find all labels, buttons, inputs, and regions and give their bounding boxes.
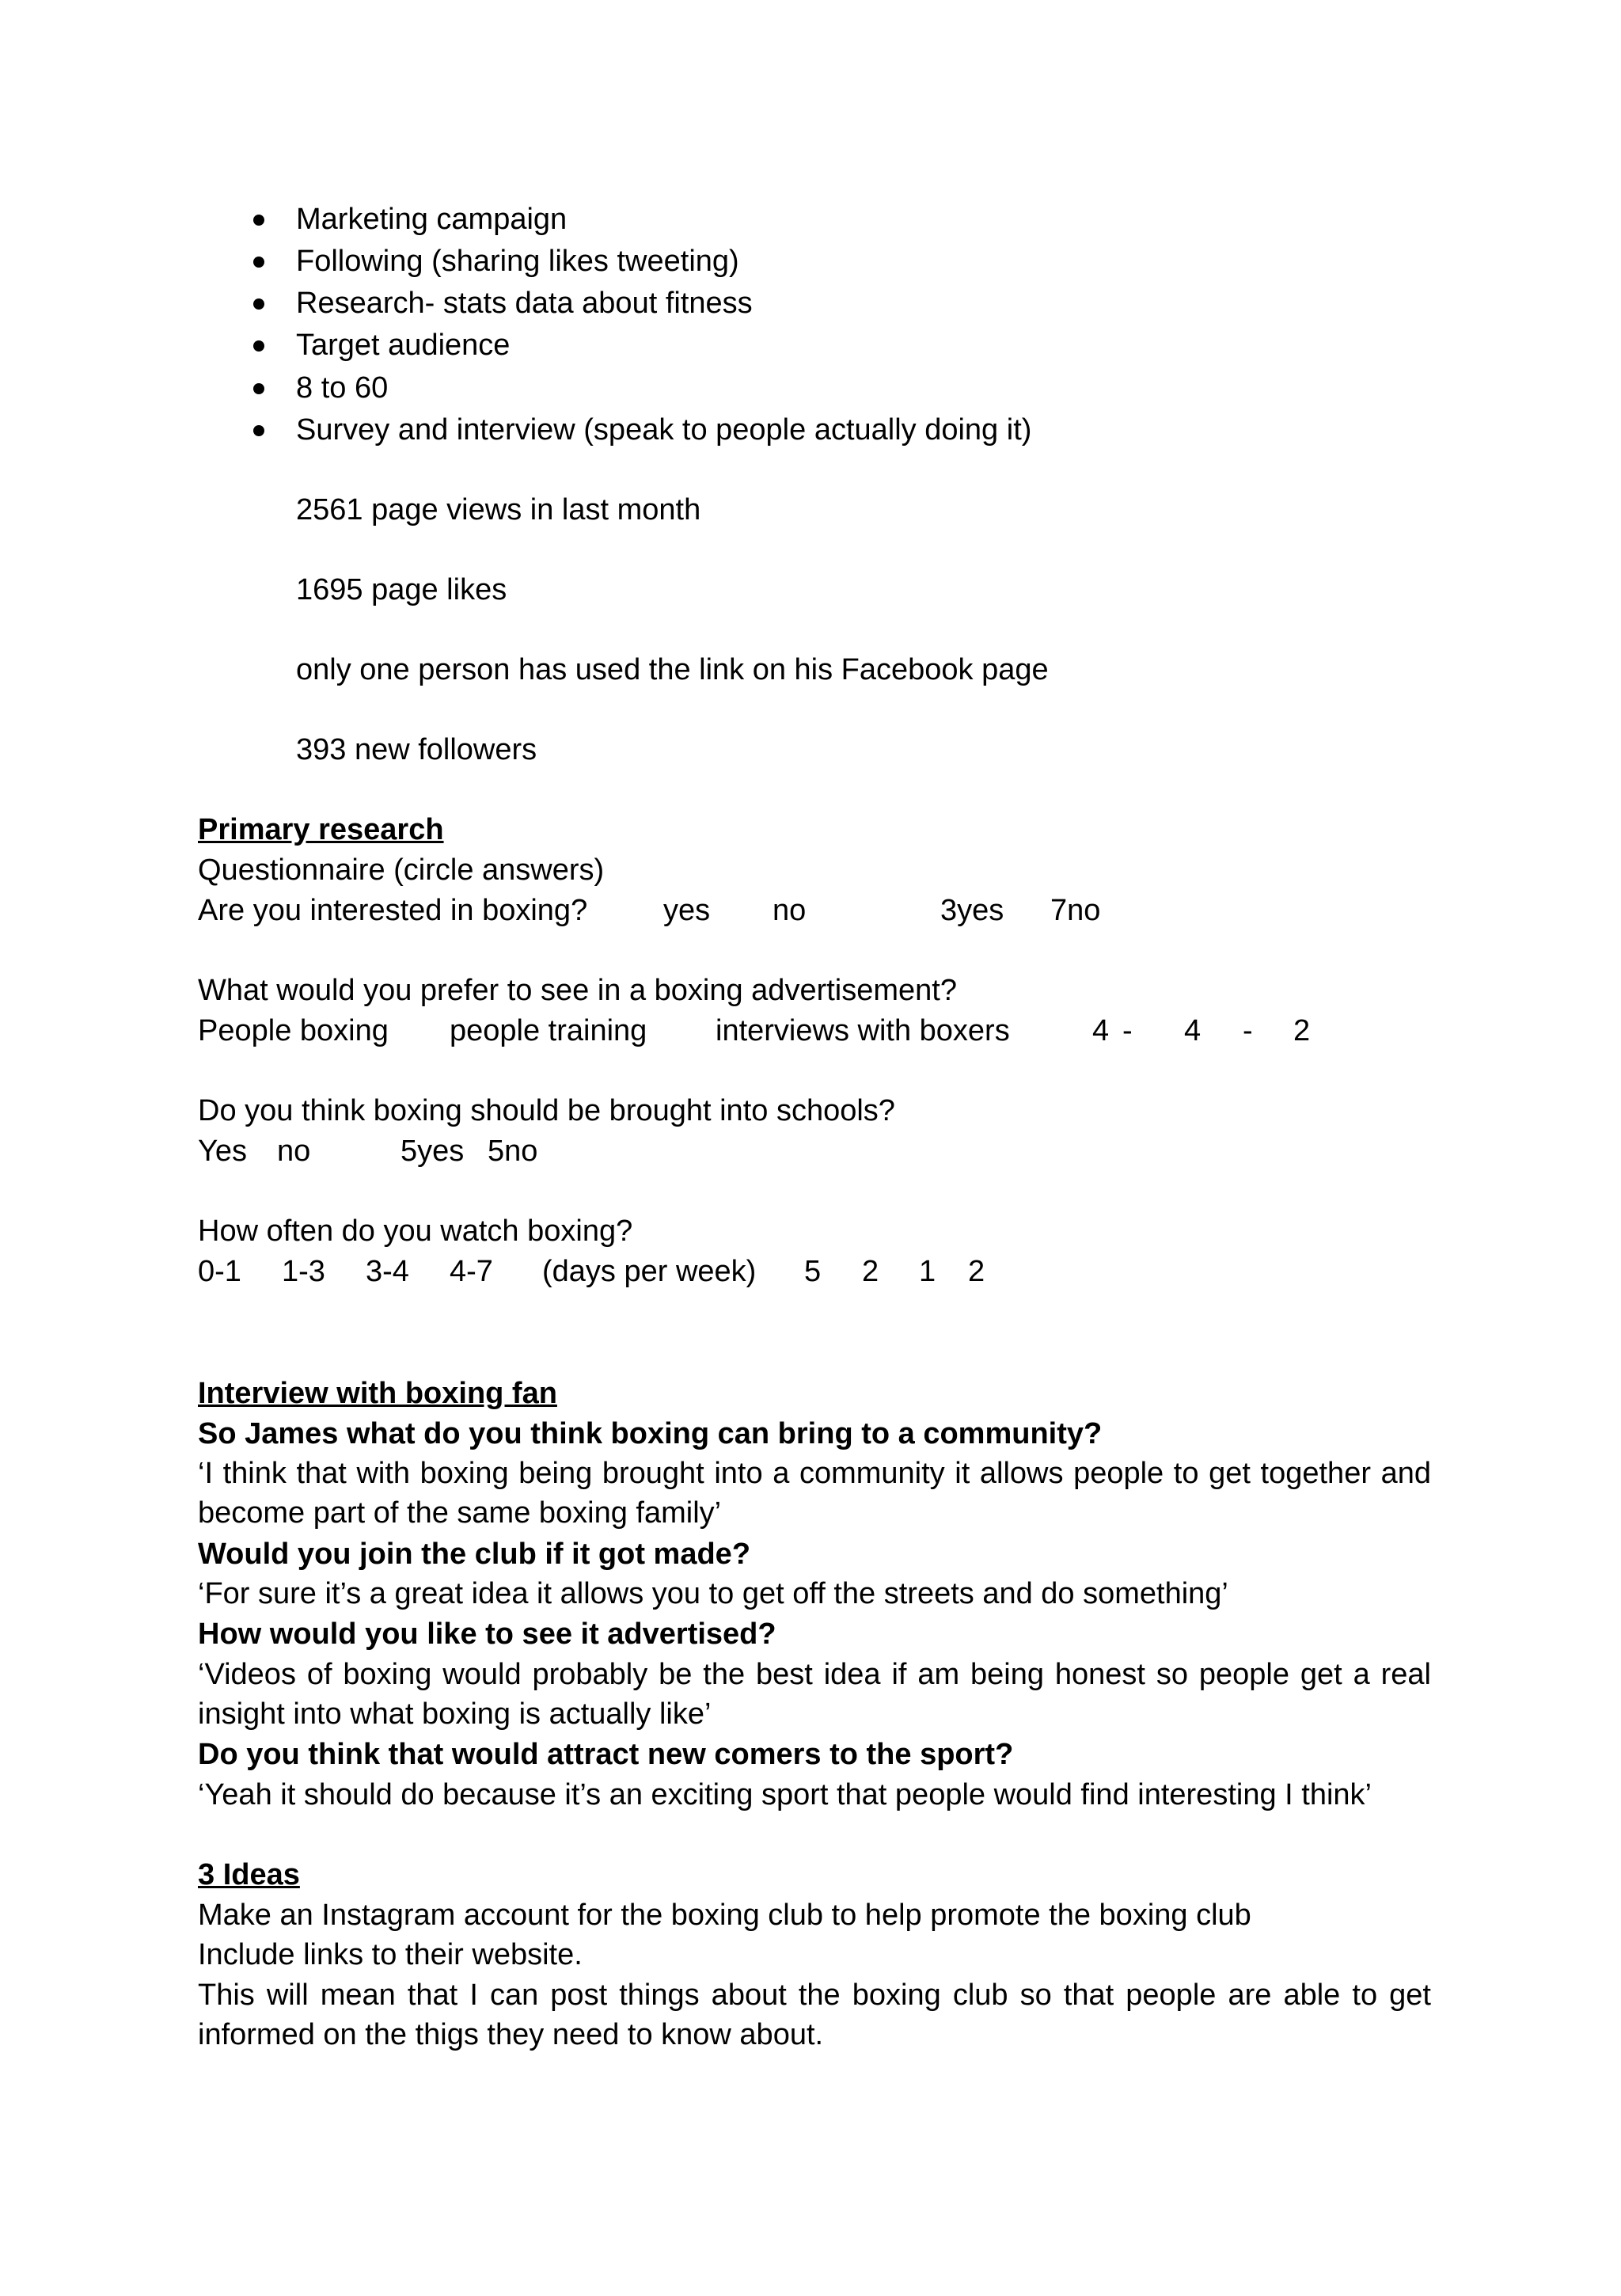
q1-result-no: 7no: [1050, 894, 1101, 927]
q1-option-no: no: [773, 894, 807, 927]
questionnaire-text: Questionnaire: [198, 853, 394, 887]
q4-result-4: 2: [968, 1255, 985, 1288]
stat-page-likes: 1695 page likes: [296, 573, 507, 606]
questionnaire-note: (circle answers): [393, 853, 605, 887]
q3-result-no: 5no: [488, 1135, 538, 1168]
q2-question: What would you prefer to see in a boxing advertisement?: [198, 974, 957, 1007]
q2-result-3: 2: [1293, 1014, 1311, 1047]
q3-option-no: no: [277, 1135, 311, 1168]
q4-result-2: 2: [862, 1255, 879, 1288]
stat-page-views: 2561 page views in last month: [296, 493, 701, 526]
q4-option-1-3: 1-3: [282, 1255, 325, 1288]
q4-result-1: 5: [804, 1255, 822, 1288]
bullet-dot: [253, 298, 264, 310]
q2-result-2: 4: [1184, 1014, 1202, 1047]
q2-option-interviews: interviews with boxers: [716, 1014, 1010, 1047]
list-item: 8 to 60: [296, 371, 389, 405]
questionnaire-label: [198, 850, 604, 890]
list-item: Marketing campaign: [296, 203, 568, 236]
q3-question: Do you think boxing should be brought into schools?: [198, 1094, 895, 1127]
q4-result-3: 1: [919, 1255, 936, 1288]
list-item: Target audience: [296, 329, 511, 362]
q2-result-1: 4: [1092, 1014, 1110, 1047]
interview-question-2: Would you join the club if it got made?: [198, 1538, 751, 1571]
interview-question-1: So James what do you think boxing can bring to a community?: [198, 1417, 1103, 1450]
q4-option-4-7: 4-7: [450, 1255, 493, 1288]
ideas-line-1: Make an Instagram account for the boxing club to help promote the boxing club: [198, 1899, 1251, 1932]
ideas-line-3: This will mean that I can post things about the boxing club so that people are able to get informed on the thigs they need to know about.: [198, 1979, 1431, 2051]
ideas-line-2: Include links to their website.: [198, 1938, 583, 1971]
q2-result-dash-1: -: [1122, 1014, 1133, 1047]
list-item: Research- stats data about fitness: [296, 287, 753, 320]
q2-option-people-training: people training: [450, 1014, 647, 1047]
q4-unit: (days per week): [542, 1255, 757, 1288]
list-item: Following (sharing likes tweeting): [296, 245, 739, 278]
bullet-dot: [253, 215, 264, 226]
bullet-dot: [253, 257, 264, 268]
primary-research-heading: Primary research: [198, 813, 444, 846]
q1-question: Are you interested in boxing?: [198, 894, 588, 927]
q3-option-yes: Yes: [198, 1135, 247, 1168]
stat-new-followers: 393 new followers: [296, 733, 537, 766]
interview-question-4: Do you think that would attract new comers to the sport?: [198, 1738, 1014, 1771]
q1-option-yes: yes: [663, 894, 711, 927]
q1-result-yes: 3yes: [940, 894, 1004, 927]
interview-answer-3: ‘Videos of boxing would probably be the best idea if am being honest so people get a real insight into what boxing is actually like’: [198, 1658, 1431, 1731]
ideas-heading: 3 Ideas: [198, 1858, 300, 1891]
bullet-dot: [253, 340, 264, 352]
bullet-dot: [253, 425, 264, 436]
q2-result-dash-2: -: [1243, 1014, 1253, 1047]
q4-question: How often do you watch boxing?: [198, 1215, 633, 1248]
q3-result-yes: 5yes: [401, 1135, 465, 1168]
interview-answer-2: ‘For sure it’s a great idea it allows you to get off the streets and do something’: [198, 1577, 1228, 1610]
interview-answer-1: ‘I think that with boxing being brought into a community it allows people to get together and become part of the same boxing family’: [198, 1457, 1431, 1530]
stat-link-usage: only one person has used the link on his Facebook page: [296, 653, 1049, 686]
interview-answer-4: ‘Yeah it should do because it’s an exciting sport that people would find interesting I think’: [198, 1778, 1372, 1811]
list-item: Survey and interview (speak to people actually doing it): [296, 413, 1032, 447]
q4-option-3-4: 3-4: [366, 1255, 409, 1288]
interview-heading: Interview with boxing fan: [198, 1377, 557, 1410]
interview-question-3: How would you like to see it advertised?: [198, 1617, 776, 1651]
bullet-dot: [253, 383, 264, 394]
q2-option-people-boxing: People boxing: [198, 1014, 389, 1047]
q4-option-0-1: 0-1: [198, 1255, 241, 1288]
